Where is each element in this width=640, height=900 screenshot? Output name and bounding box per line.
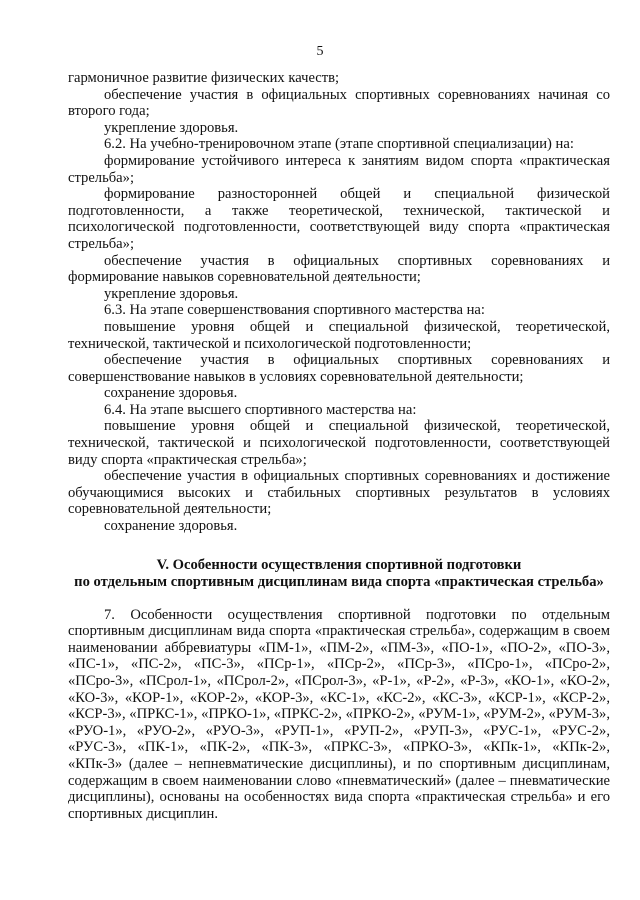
section-heading-line-1: V. Особенности осуществления спортивной подготовки [156,556,522,573]
section-heading-line-2: по отдельным спортивным дисциплинам вида спорта «практическая стрельба» [74,573,604,590]
paragraph-7: 7. Особенности осуществления спортивной подготовки по отдельным спортивным дисциплинам вида спорта «практическая стрельба», содержащим в своем наименовании аббревиатуры «ПМ-1», «ПМ-2», «ПМ-3», «ПО-1», «ПО-2», «ПО-3», «ПС-1», «ПС-2», «ПС-3», «ПСр-1», «ПСр-2», «ПСр-3», «ПСро-1», «ПСро-2», «ПСро-3», «ПСрол-1», «ПСрол-2», «ПСрол-3», «Р-1», «Р-2», «Р-3», «КО-1», «КО-2», «КО-3», «КОР-1», «КОР-2», «КОР-3», «КС-1», «КС-2», «КС-3», «КСР-1», «КСР-2», «КСР-3», «ПРКС-1», «ПРКО-1», «ПРКС-2», «ПРКО-2», «РУМ-1», «РУМ-2», «РУМ-3», «РУО-1», «РУО-2», «РУО-3», «РУП-1», «РУП-2», «РУП-3», «РУС-1», «РУС-2», «РУС-3», «ПК-1», «ПК-2», «ПК-3», «ПРКС-3», «ПРКО-3», «КПк-1», «КПк-2», «КПк-3» (далее – непневматические дисциплины), и по спортивным дисциплинам, содержащим в своем наименовании слово «пневматический» (далее – пневматические дисциплины), основаны на особенностях вида спорта «практическая стрельба» и его спортивных дисциплин. [68,606,610,822]
document-body [68,70,610,822]
paragraph: укрепление здоровья. [104,285,239,302]
paragraph: повышение уровня общей и специальной физической, теоретической, технической, тактической и психологической подготовленности; [68,318,610,352]
page-number: 5 [316,44,324,59]
paragraph: повышение уровня общей и специальной физической, теоретической, технической, тактической и психологической подготовленности, соответствующей виду спорта «практическая стрельба»; [68,418,610,468]
paragraph: формирование разносторонней общей и специальной физической подготовленности, а также теоретической, технической, тактической и психологической подготовленности, соответствующей виду спорта «практическая стрельба»; [68,186,610,252]
paragraph: 6.3. На этапе совершенствования спортивного мастерства на: [104,302,485,319]
paragraph: 6.2. На учебно-тренировочном этапе (этапе спортивной специализации) на: [104,136,574,153]
paragraph: укрепление здоровья. [104,119,239,136]
paragraph: обеспечение участия в официальных спортивных соревнованиях начиная со второго года; [68,86,610,120]
paragraph: обеспечение участия в официальных спортивных соревнованиях и достижение обучающимися высоких и стабильных спортивных результатов в условиях соревновательной деятельности; [68,468,610,518]
paragraph: 6.4. На этапе высшего спортивного мастерства на: [104,401,417,418]
paragraph: сохранение здоровья. [104,518,238,535]
paragraph: гармоничное развитие физических качеств; [68,70,340,86]
paragraph: формирование устойчивого интереса к занятиям видом спорта «практическая стрельба»; [68,152,610,186]
paragraph: обеспечение участия в официальных спортивных соревнованиях и формирование навыков соревновательной деятельности; [68,252,610,286]
paragraph: сохранение здоровья. [104,385,238,402]
paragraph: обеспечение участия в официальных спортивных соревнованиях и совершенствование навыков в условиях соревновательной деятельности; [68,352,610,385]
